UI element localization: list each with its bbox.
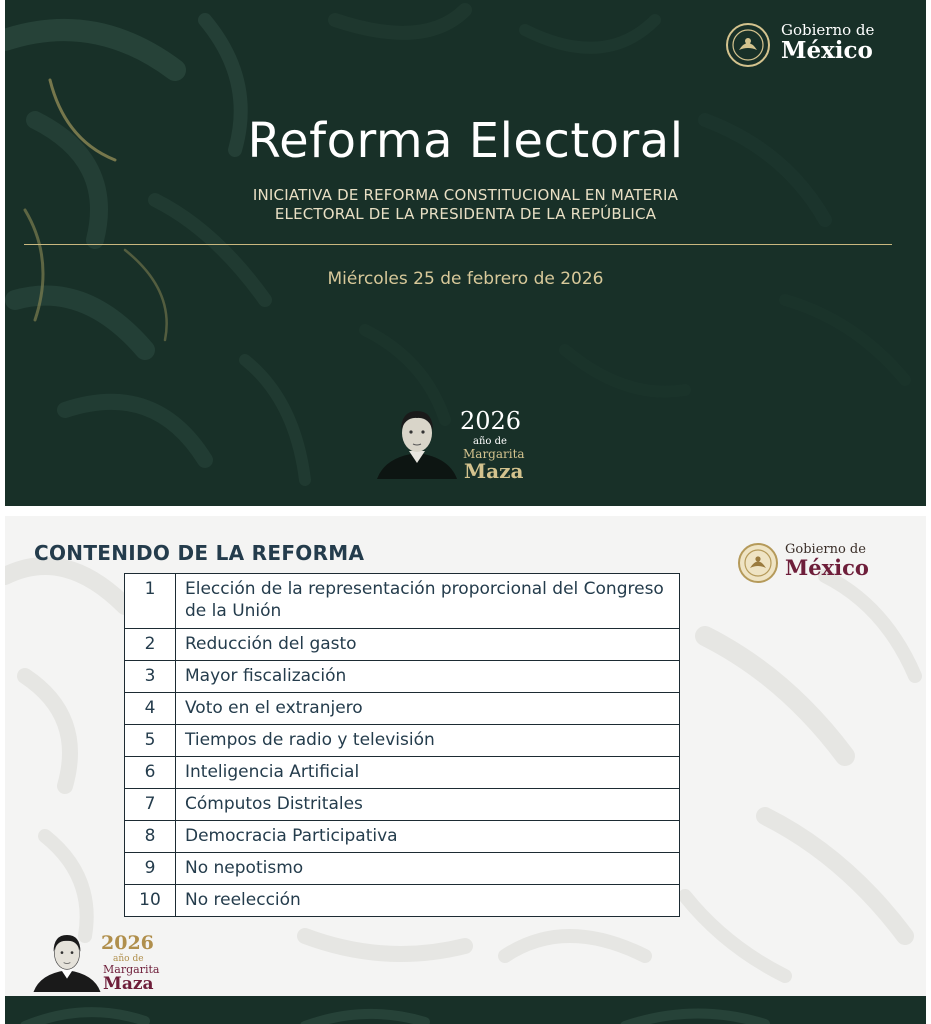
- table-row: [125, 757, 680, 789]
- table-row: [125, 693, 680, 725]
- table-row: [125, 821, 680, 853]
- table-row: [125, 574, 680, 629]
- national-seal-icon: [725, 22, 771, 68]
- item-text: Mayor fiscalización: [176, 661, 680, 693]
- content-heading: CONTENIDO DE LA REFORMA: [34, 541, 365, 565]
- margarita-maza-portrait-icon: [377, 405, 457, 479]
- item-text: Reducción del gasto: [176, 629, 680, 661]
- item-number: 3: [125, 661, 176, 693]
- item-number: 4: [125, 693, 176, 725]
- slide-title: Reforma Electoral: [247, 113, 684, 169]
- item-text: Tiempos de radio y televisión: [176, 725, 680, 757]
- reform-contents-table: [124, 573, 680, 917]
- badge-line2: Margarita: [463, 447, 525, 461]
- logo-line2: México: [781, 37, 873, 64]
- item-number: 2: [125, 629, 176, 661]
- item-number: 1: [125, 574, 176, 629]
- badge-line2: Margarita: [103, 963, 160, 976]
- item-text: Voto en el extranjero: [176, 693, 680, 725]
- table-row: [125, 789, 680, 821]
- table-row: [125, 661, 680, 693]
- item-number: 9: [125, 853, 176, 885]
- item-text: Democracia Participativa: [176, 821, 680, 853]
- next-slide-band: [5, 996, 926, 1024]
- badge-line3: Maza: [464, 459, 524, 483]
- logo-line2: México: [785, 555, 869, 580]
- table-row: [125, 629, 680, 661]
- item-text: Inteligencia Artificial: [176, 757, 680, 789]
- badge-line1: año de: [113, 954, 144, 964]
- logo-line1: Gobierno de: [785, 542, 866, 557]
- divider-line: [24, 244, 892, 245]
- item-number: 5: [125, 725, 176, 757]
- item-number: 10: [125, 885, 176, 917]
- subtitle-line1: INICIATIVA DE REFORMA CONSTITUCIONAL EN MATERIA: [252, 186, 679, 204]
- item-text: Cómputos Distritales: [176, 789, 680, 821]
- gobierno-de-mexico-logo: [725, 18, 885, 68]
- badge-line3: Maza: [103, 974, 154, 994]
- item-number: 7: [125, 789, 176, 821]
- badge-year: 2026: [101, 932, 154, 954]
- badge-line1: año de: [473, 436, 507, 447]
- item-number: 8: [125, 821, 176, 853]
- leaf-pattern-strip: [5, 996, 926, 1024]
- gobierno-de-mexico-logo: [737, 541, 897, 587]
- year-badge: [33, 930, 163, 994]
- table-row: [125, 885, 680, 917]
- slide-subtitle: [5, 186, 926, 224]
- item-number: 6: [125, 757, 176, 789]
- item-text: No nepotismo: [176, 853, 680, 885]
- logo-line1: Gobierno de: [781, 21, 875, 39]
- item-text: Elección de la representación proporcional del Congreso de la Unión: [176, 574, 680, 629]
- item-text: No reelección: [176, 885, 680, 917]
- margarita-maza-portrait-icon: [33, 930, 101, 992]
- slide-date: Miércoles 25 de febrero de 2026: [327, 269, 604, 289]
- title-slide: [5, 0, 926, 506]
- year-badge: [377, 405, 537, 483]
- table-row: [125, 725, 680, 757]
- subtitle-line2: ELECTORAL DE LA PRESIDENTA DE LA REPÚBLICA: [274, 205, 657, 223]
- national-seal-icon: [737, 542, 779, 584]
- badge-year: 2026: [460, 407, 522, 435]
- table-row: [125, 853, 680, 885]
- content-slide: [5, 516, 926, 996]
